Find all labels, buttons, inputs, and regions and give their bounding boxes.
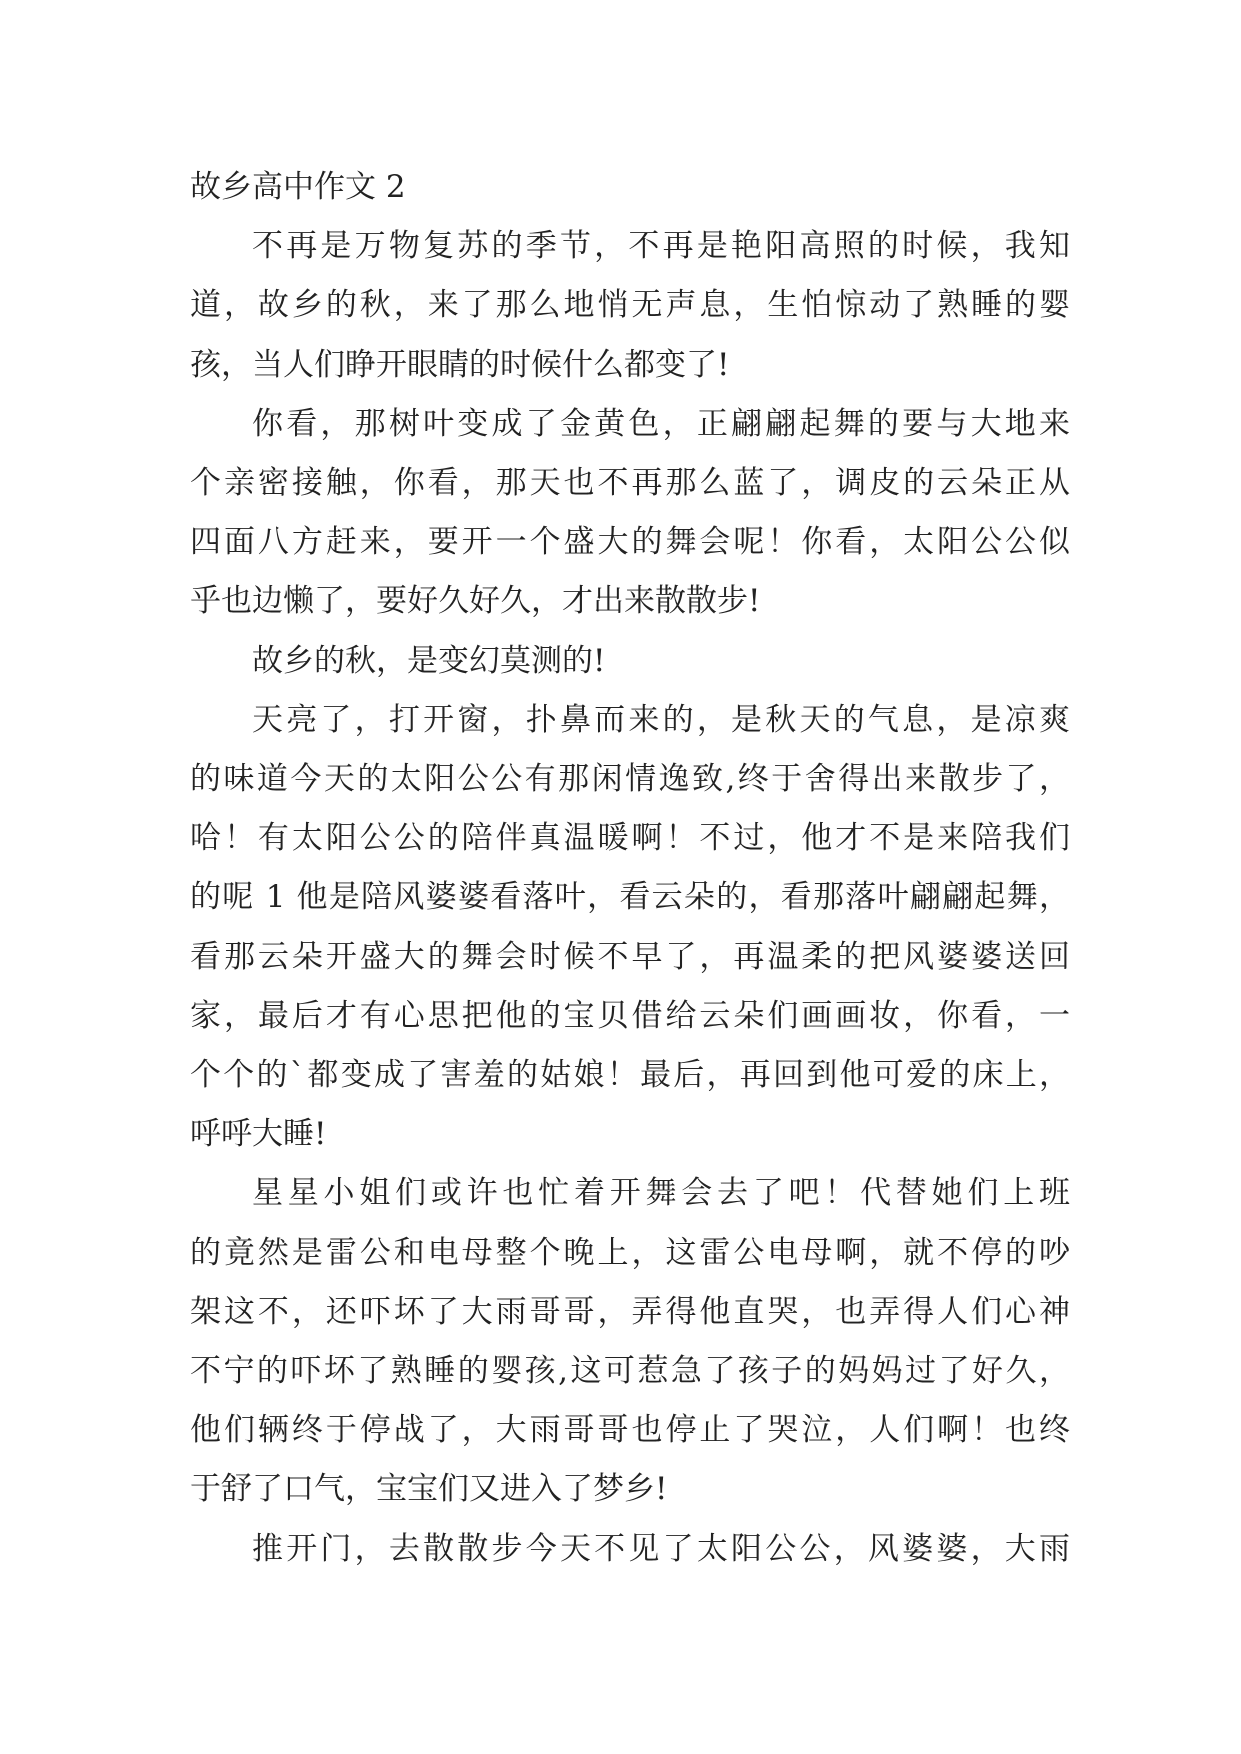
- paragraph-line: 呼呼大睡!: [190, 1116, 327, 1153]
- paragraph-line: 的竟然是雷公和电母整个晚上，这雷公电母啊，就不停的吵: [190, 1234, 1070, 1271]
- paragraph-line: 个个的`都变成了害羞的姑娘！最后，再回到他可爱的床上，: [190, 1057, 1070, 1094]
- paragraph-list: [190, 217, 1070, 1579]
- paragraph-line: 的呢 1 他是陪风婆婆看落叶，看云朵的，看那落叶翩翩起舞，: [190, 879, 1070, 916]
- paragraph-line: 不宁的吓坏了熟睡的婴孩,这可惹急了孩子的妈妈过了好久，: [190, 1353, 1070, 1390]
- paragraph-line: 推开门，去散散步今天不见了太阳公公，风婆婆，大雨: [252, 1530, 1070, 1567]
- document-title: 故乡高中作文 2: [190, 169, 406, 205]
- paragraph-line: 孩，当人们睁开眼睛的时候什么都变了!: [190, 346, 730, 383]
- paragraph-line: 架这不，还吓坏了大雨哥哥，弄得他直哭，也弄得人们心神: [190, 1293, 1070, 1330]
- paragraph: [190, 217, 1070, 395]
- paragraph: [190, 1164, 1070, 1519]
- document-body: [190, 158, 1070, 1579]
- paragraph-line: 你看，那树叶变成了金黄色，正翩翩起舞的要与大地来: [252, 405, 1070, 442]
- paragraph-line: 于舒了口气，宝宝们又进入了梦乡!: [190, 1471, 668, 1508]
- paragraph-line: 四面八方赶来，要开一个盛大的舞会呢！你看，太阳公公似: [190, 524, 1070, 561]
- paragraph: [190, 632, 1070, 691]
- paragraph-line: 看那云朵开盛大的舞会时候不早了，再温柔的把风婆婆送回: [190, 938, 1070, 975]
- paragraph-line: 乎也边懒了，要好久好久，才出来散散步!: [190, 583, 761, 620]
- paragraph-line: 故乡的秋，是变幻莫测的!: [252, 642, 606, 679]
- paragraph-line: 不再是万物复苏的季节，不再是艳阳高照的时候，我知: [252, 228, 1070, 265]
- paragraph-line: 天亮了，打开窗，扑鼻而来的，是秋天的气息，是凉爽: [252, 701, 1070, 738]
- paragraph-line: 个亲密接触，你看，那天也不再那么蓝了，调皮的云朵正从: [190, 465, 1070, 502]
- paragraph-line: 星星小姐们或许也忙着开舞会去了吧！代替她们上班: [252, 1175, 1070, 1212]
- paragraph-line: 家，最后才有心思把他的宝贝借给云朵们画画妆，你看，一: [190, 997, 1070, 1034]
- paragraph-line: 哈！有太阳公公的陪伴真温暖啊！不过，他才不是来陪我们: [190, 820, 1070, 857]
- paragraph: [190, 1520, 1070, 1579]
- paragraph-line: 他们辆终于停战了，大雨哥哥也停止了哭泣，人们啊！也终: [190, 1412, 1070, 1449]
- paragraph: [190, 395, 1070, 632]
- paragraph-line: 道，故乡的秋，来了那么地悄无声息，生怕惊动了熟睡的婴: [190, 287, 1070, 324]
- paragraph: [190, 691, 1070, 1165]
- paragraph-line: 的味道今天的太阳公公有那闲情逸致,终于舍得出来散步了，: [190, 761, 1070, 798]
